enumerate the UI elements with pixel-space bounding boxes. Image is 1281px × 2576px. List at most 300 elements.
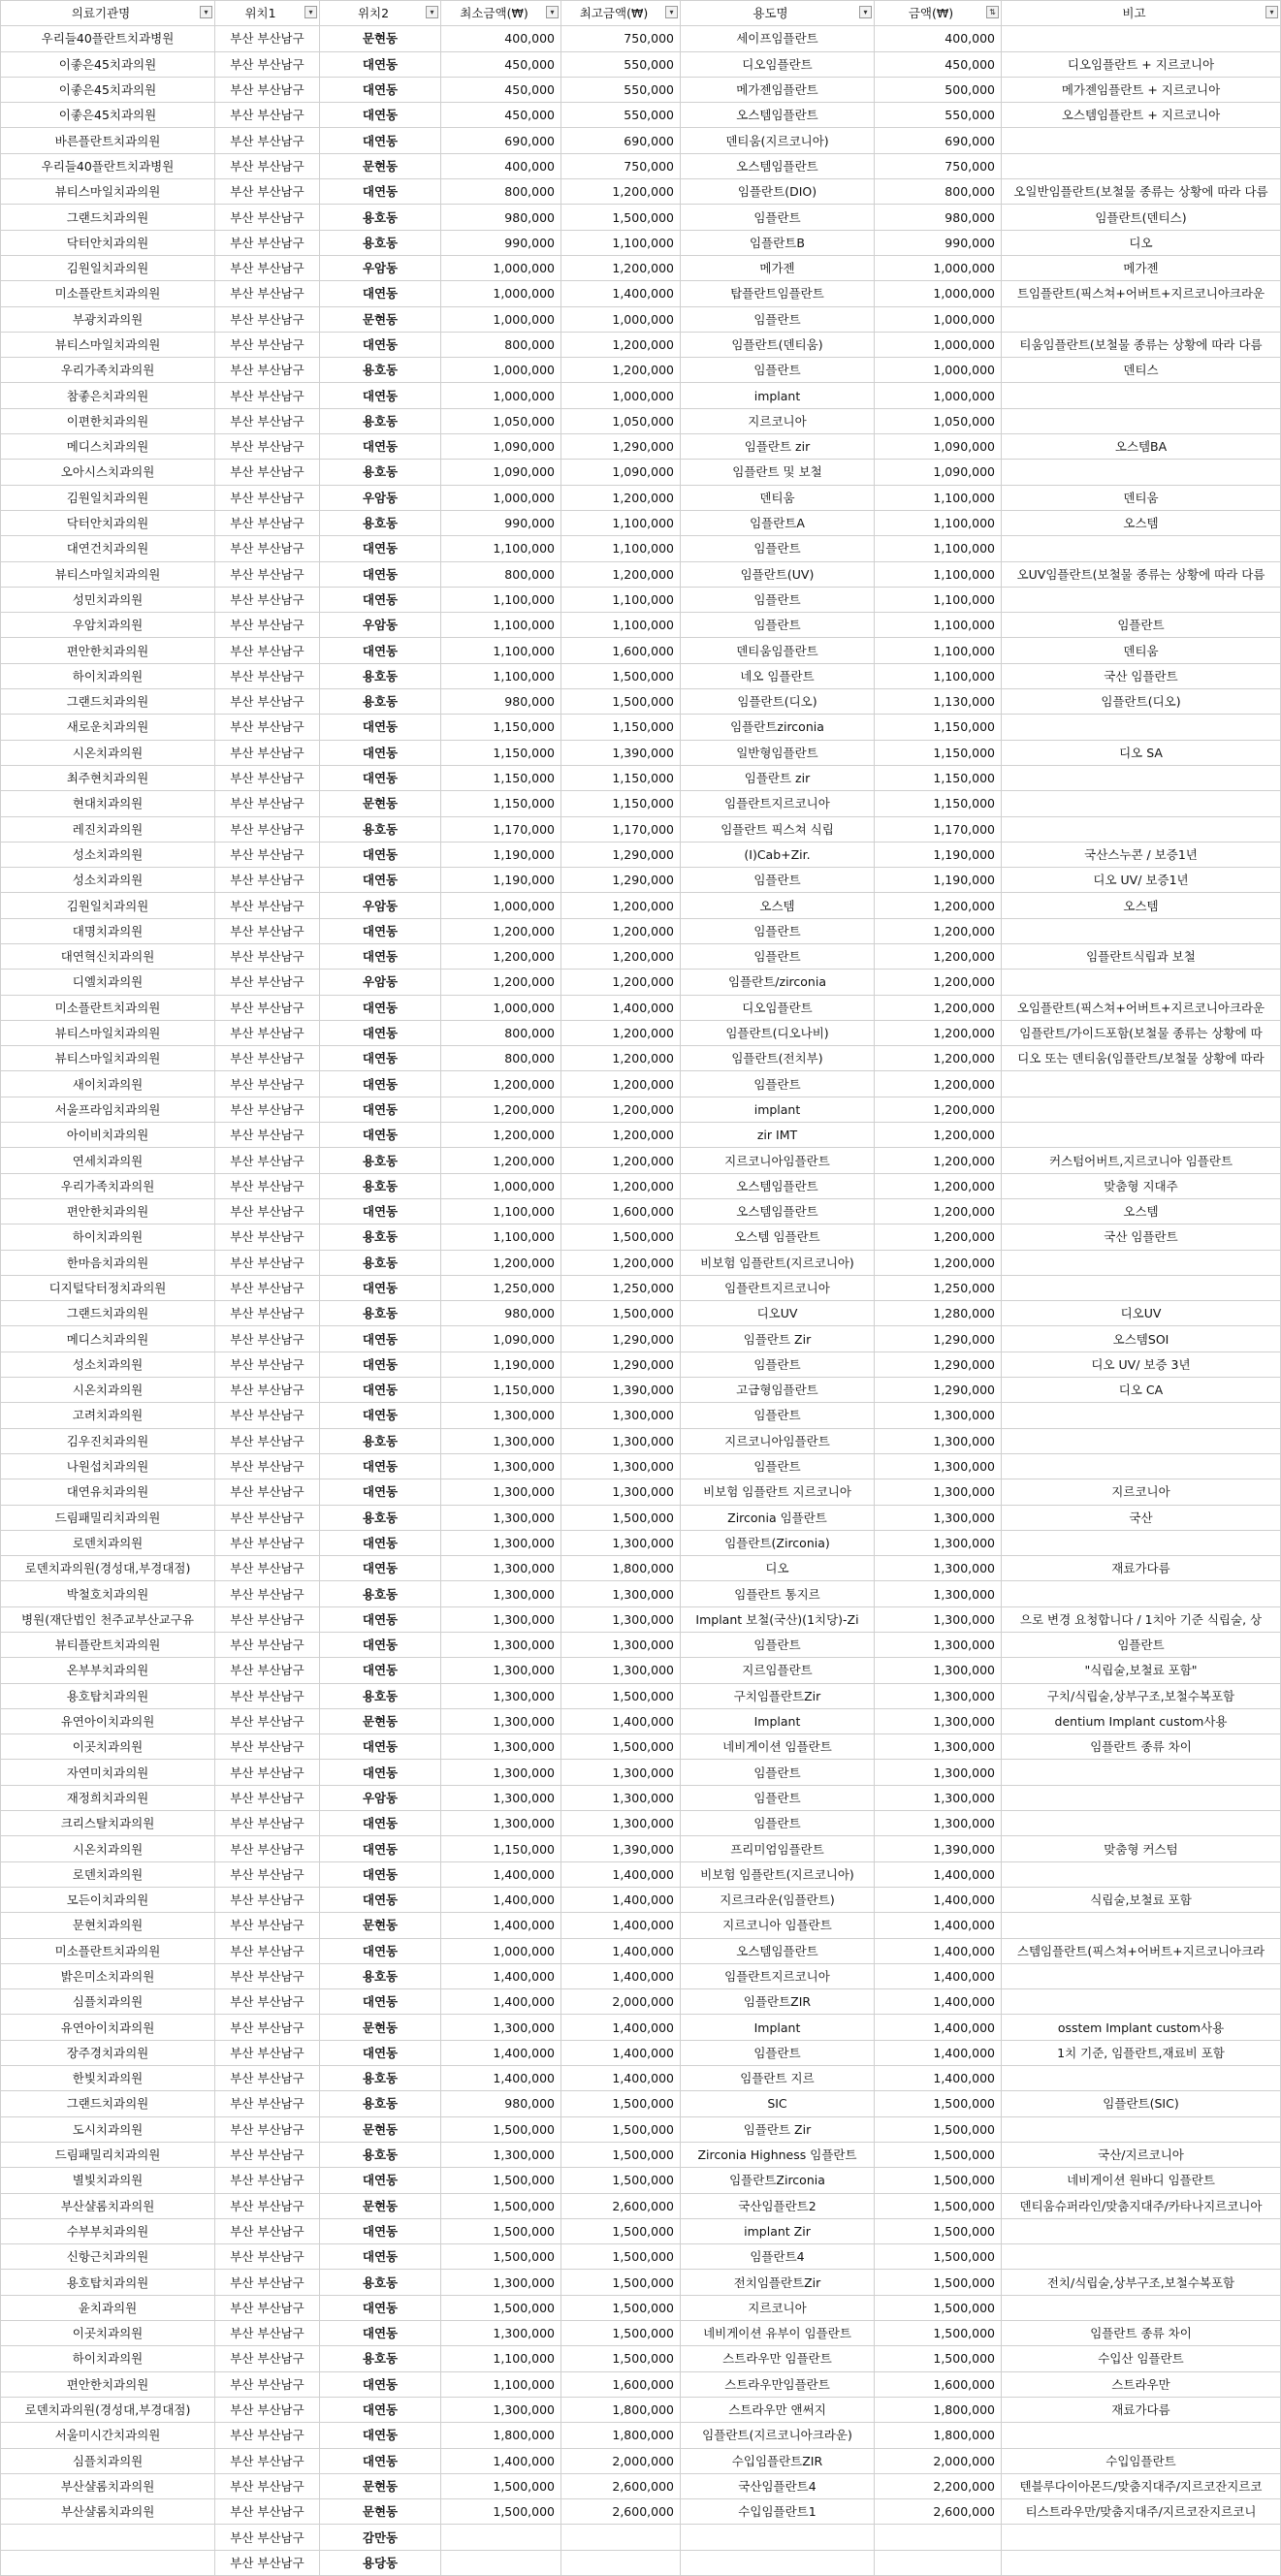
cell-max-price[interactable]: 1,200,000 [561, 943, 681, 969]
cell-max-price[interactable] [561, 2550, 681, 2575]
cell-location1[interactable]: 부산 부산남구 [215, 2499, 320, 2525]
cell-hospital-name[interactable]: 이편한치과의원 [1, 408, 215, 433]
cell-location2[interactable]: 대연동 [320, 2244, 441, 2270]
cell-location2[interactable]: 대연동 [320, 1811, 441, 1836]
cell-hospital-name[interactable]: 연세치과의원 [1, 1148, 215, 1173]
cell-max-price[interactable]: 690,000 [561, 128, 681, 153]
cell-note[interactable]: 오스템BA [1002, 434, 1281, 460]
cell-usage-name[interactable]: 임플란트 [681, 1633, 875, 1658]
cell-note[interactable]: 디오 [1002, 230, 1281, 255]
cell-hospital-name[interactable]: 김원일치과의원 [1, 893, 215, 918]
cell-min-price[interactable]: 1,150,000 [441, 740, 561, 765]
cell-max-price[interactable]: 1,800,000 [561, 1556, 681, 1581]
cell-min-price[interactable]: 1,400,000 [441, 1861, 561, 1887]
cell-min-price[interactable]: 1,250,000 [441, 1275, 561, 1300]
cell-location1[interactable]: 부산 부산남구 [215, 1071, 320, 1097]
cell-min-price[interactable]: 1,200,000 [441, 970, 561, 995]
cell-usage-name[interactable]: 오스템임플란트 [681, 1198, 875, 1224]
cell-location1[interactable]: 부산 부산남구 [215, 2295, 320, 2320]
filter-dropdown-icon[interactable]: ▾ [665, 6, 678, 18]
cell-location2[interactable]: 대연동 [320, 281, 441, 306]
cell-usage-name[interactable]: 임플란트/zirconia [681, 970, 875, 995]
cell-min-price[interactable]: 1,150,000 [441, 791, 561, 816]
cell-min-price[interactable]: 1,300,000 [441, 1453, 561, 1479]
cell-location2[interactable]: 우암동 [320, 970, 441, 995]
cell-usage-name[interactable]: 스트라우만임플란트 [681, 2371, 875, 2397]
cell-note[interactable] [1002, 587, 1281, 612]
cell-location2[interactable]: 용호동 [320, 2066, 441, 2091]
cell-note[interactable] [1002, 1913, 1281, 1938]
cell-min-price[interactable]: 980,000 [441, 2091, 561, 2116]
cell-max-price[interactable]: 1,150,000 [561, 791, 681, 816]
cell-location2[interactable]: 문현동 [320, 2193, 441, 2218]
cell-max-price[interactable]: 1,300,000 [561, 1633, 681, 1658]
cell-min-price[interactable]: 1,300,000 [441, 1734, 561, 1760]
cell-location2[interactable]: 대연동 [320, 1352, 441, 1377]
cell-location2[interactable]: 대연동 [320, 1326, 441, 1352]
cell-hospital-name[interactable]: 드림패밀리치과의원 [1, 2142, 215, 2167]
cell-location1[interactable]: 부산 부산남구 [215, 2066, 320, 2091]
cell-max-price[interactable]: 1,100,000 [561, 587, 681, 612]
cell-usage-name[interactable]: 세이프임플란트 [681, 26, 875, 51]
filter-dropdown-icon[interactable]: ▾ [546, 6, 559, 18]
cell-location2[interactable]: 우암동 [320, 255, 441, 280]
cell-note[interactable] [1002, 1428, 1281, 1453]
cell-max-price[interactable]: 1,500,000 [561, 1505, 681, 1530]
cell-min-price[interactable]: 1,300,000 [441, 1683, 561, 1708]
cell-price[interactable]: 1,500,000 [875, 2321, 1002, 2346]
cell-price[interactable]: 1,300,000 [875, 1581, 1002, 1606]
cell-hospital-name[interactable]: 심플치과의원 [1, 2448, 215, 2473]
cell-location1[interactable]: 부산 부산남구 [215, 715, 320, 740]
cell-price[interactable]: 1,200,000 [875, 1173, 1002, 1198]
cell-price[interactable]: 1,150,000 [875, 740, 1002, 765]
cell-max-price[interactable]: 1,400,000 [561, 2015, 681, 2040]
cell-note[interactable]: 국산/지르코니아 [1002, 2142, 1281, 2167]
cell-location2[interactable]: 용호동 [320, 1250, 441, 1275]
cell-note[interactable] [1002, 2423, 1281, 2448]
cell-location1[interactable]: 부산 부산남구 [215, 77, 320, 102]
cell-max-price[interactable]: 2,600,000 [561, 2193, 681, 2218]
cell-min-price[interactable]: 450,000 [441, 77, 561, 102]
cell-note[interactable] [1002, 1530, 1281, 1555]
cell-location1[interactable]: 부산 부산남구 [215, 2270, 320, 2295]
cell-hospital-name[interactable]: 유연아이치과의원 [1, 1708, 215, 1733]
cell-note[interactable] [1002, 1275, 1281, 1300]
cell-max-price[interactable]: 750,000 [561, 26, 681, 51]
cell-hospital-name[interactable]: 레진치과의원 [1, 816, 215, 842]
cell-location1[interactable]: 부산 부산남구 [215, 1861, 320, 1887]
cell-hospital-name[interactable]: 문현치과의원 [1, 1913, 215, 1938]
cell-price[interactable]: 750,000 [875, 153, 1002, 178]
cell-price[interactable]: 1,400,000 [875, 1938, 1002, 1963]
cell-usage-name[interactable]: 임플란트 [681, 306, 875, 332]
cell-usage-name[interactable]: 임플란트zirconia [681, 715, 875, 740]
cell-min-price[interactable]: 1,300,000 [441, 2142, 561, 2167]
cell-price[interactable]: 1,300,000 [875, 1606, 1002, 1632]
cell-location1[interactable]: 부산 부산남구 [215, 1123, 320, 1148]
cell-max-price[interactable]: 1,600,000 [561, 2371, 681, 2397]
cell-min-price[interactable]: 1,500,000 [441, 2218, 561, 2243]
cell-hospital-name[interactable]: 시온치과의원 [1, 1836, 215, 1861]
cell-max-price[interactable]: 1,200,000 [561, 179, 681, 205]
cell-price[interactable]: 1,200,000 [875, 1123, 1002, 1148]
cell-price[interactable]: 1,300,000 [875, 1428, 1002, 1453]
cell-min-price[interactable]: 1,300,000 [441, 1530, 561, 1555]
cell-usage-name[interactable]: 비보험 임플란트(지르코니아) [681, 1861, 875, 1887]
cell-price[interactable]: 1,150,000 [875, 715, 1002, 740]
cell-location2[interactable]: 대연동 [320, 1938, 441, 1963]
cell-location1[interactable]: 부산 부산남구 [215, 510, 320, 535]
cell-hospital-name[interactable]: 편안한치과의원 [1, 2371, 215, 2397]
cell-location2[interactable]: 대연동 [320, 1633, 441, 1658]
cell-price[interactable]: 1,280,000 [875, 1301, 1002, 1326]
cell-max-price[interactable]: 1,500,000 [561, 689, 681, 715]
cell-usage-name[interactable]: 오스템임플란트 [681, 153, 875, 178]
cell-usage-name[interactable]: 임플란트(전치부) [681, 1046, 875, 1071]
cell-note[interactable]: "식립술,보철료 포함" [1002, 1658, 1281, 1683]
cell-location2[interactable]: 대연동 [320, 842, 441, 867]
cell-location1[interactable]: 부산 부산남구 [215, 1224, 320, 1250]
cell-min-price[interactable]: 1,100,000 [441, 2346, 561, 2371]
cell-max-price[interactable]: 1,400,000 [561, 995, 681, 1020]
cell-min-price[interactable]: 1,300,000 [441, 1811, 561, 1836]
cell-usage-name[interactable]: 오스템임플란트 [681, 1173, 875, 1198]
cell-note[interactable] [1002, 2066, 1281, 2091]
cell-usage-name[interactable]: 임플란트 [681, 1071, 875, 1097]
cell-price[interactable]: 1,150,000 [875, 765, 1002, 790]
cell-note[interactable] [1002, 791, 1281, 816]
cell-hospital-name[interactable]: 밝은미소치과의원 [1, 1963, 215, 1988]
cell-hospital-name[interactable]: 고려치과의원 [1, 1403, 215, 1428]
cell-hospital-name[interactable]: 새이치과의원 [1, 1071, 215, 1097]
cell-min-price[interactable]: 1,050,000 [441, 408, 561, 433]
cell-max-price[interactable]: 1,800,000 [561, 2397, 681, 2422]
cell-location2[interactable]: 용호동 [320, 460, 441, 485]
cell-min-price[interactable]: 1,100,000 [441, 2371, 561, 2397]
cell-min-price[interactable]: 1,000,000 [441, 995, 561, 1020]
cell-location1[interactable]: 부산 부산남구 [215, 1250, 320, 1275]
cell-location2[interactable]: 감만동 [320, 2525, 441, 2550]
cell-note[interactable] [1002, 715, 1281, 740]
cell-note[interactable]: 임플란트식립과 보철 [1002, 943, 1281, 969]
cell-location1[interactable]: 부산 부산남구 [215, 791, 320, 816]
cell-max-price[interactable]: 1,500,000 [561, 205, 681, 230]
cell-max-price[interactable]: 1,200,000 [561, 1148, 681, 1173]
cell-price[interactable]: 1,400,000 [875, 2066, 1002, 2091]
cell-note[interactable]: 텐블루다이아몬드/맞춤지대주/지르코잔지르코 [1002, 2473, 1281, 2498]
cell-usage-name[interactable]: 디오 [681, 1556, 875, 1581]
cell-location1[interactable]: 부산 부산남구 [215, 2525, 320, 2550]
cell-location1[interactable]: 부산 부산남구 [215, 740, 320, 765]
cell-price[interactable]: 1,090,000 [875, 460, 1002, 485]
cell-max-price[interactable]: 550,000 [561, 77, 681, 102]
cell-price[interactable]: 1,400,000 [875, 1913, 1002, 1938]
cell-usage-name[interactable]: 오스템 임플란트 [681, 1224, 875, 1250]
cell-min-price[interactable]: 990,000 [441, 230, 561, 255]
cell-location2[interactable]: 대연동 [320, 2295, 441, 2320]
cell-location2[interactable]: 용호동 [320, 205, 441, 230]
cell-usage-name[interactable]: Zirconia 임플란트 [681, 1505, 875, 1530]
cell-hospital-name[interactable]: 뷰티스마일치과의원 [1, 561, 215, 587]
cell-note[interactable] [1002, 1250, 1281, 1275]
cell-location2[interactable]: 대연동 [320, 943, 441, 969]
cell-note[interactable]: 트임플란트(픽스쳐+어버트+지르코니아크라운 [1002, 281, 1281, 306]
cell-min-price[interactable]: 1,300,000 [441, 1505, 561, 1530]
cell-note[interactable] [1002, 1811, 1281, 1836]
cell-hospital-name[interactable]: 편안한치과의원 [1, 638, 215, 663]
cell-hospital-name[interactable]: 대연유치과의원 [1, 1479, 215, 1505]
cell-max-price[interactable]: 1,200,000 [561, 485, 681, 510]
cell-usage-name[interactable] [681, 2550, 875, 2575]
cell-location2[interactable]: 대연동 [320, 2168, 441, 2193]
cell-max-price[interactable]: 1,000,000 [561, 306, 681, 332]
cell-location1[interactable]: 부산 부산남구 [215, 765, 320, 790]
cell-hospital-name[interactable]: 이좋은45치과의원 [1, 103, 215, 128]
cell-hospital-name[interactable]: 참좋은치과의원 [1, 383, 215, 408]
sort-arrow-icon[interactable]: ⇅ [986, 6, 999, 18]
cell-location2[interactable]: 대연동 [320, 1530, 441, 1555]
cell-min-price[interactable]: 1,200,000 [441, 1071, 561, 1097]
cell-location1[interactable]: 부산 부산남구 [215, 1428, 320, 1453]
cell-max-price[interactable]: 1,600,000 [561, 638, 681, 663]
cell-location1[interactable]: 부산 부산남구 [215, 587, 320, 612]
cell-note[interactable] [1002, 536, 1281, 561]
cell-note[interactable]: 수입임플란트 [1002, 2448, 1281, 2473]
cell-min-price[interactable]: 1,000,000 [441, 358, 561, 383]
cell-usage-name[interactable]: implant Zir [681, 2218, 875, 2243]
cell-max-price[interactable]: 1,100,000 [561, 613, 681, 638]
cell-max-price[interactable]: 1,400,000 [561, 1708, 681, 1733]
cell-min-price[interactable]: 1,000,000 [441, 485, 561, 510]
cell-location1[interactable]: 부산 부산남구 [215, 1708, 320, 1733]
cell-price[interactable]: 1,200,000 [875, 1046, 1002, 1071]
cell-usage-name[interactable]: 디오임플란트 [681, 995, 875, 1020]
cell-usage-name[interactable]: 오스템 [681, 893, 875, 918]
cell-price[interactable]: 1,400,000 [875, 2015, 1002, 2040]
cell-price[interactable]: 1,100,000 [875, 510, 1002, 535]
cell-note[interactable]: 임플란트(디오) [1002, 689, 1281, 715]
cell-min-price[interactable]: 980,000 [441, 205, 561, 230]
cell-location2[interactable]: 용호동 [320, 2270, 441, 2295]
cell-max-price[interactable]: 1,300,000 [561, 1785, 681, 1810]
cell-min-price[interactable]: 1,300,000 [441, 2015, 561, 2040]
cell-location1[interactable]: 부산 부산남구 [215, 1683, 320, 1708]
cell-price[interactable]: 1,300,000 [875, 1811, 1002, 1836]
cell-usage-name[interactable]: 임플란트 지르 [681, 2066, 875, 2091]
cell-usage-name[interactable]: 임플란트(덴티움) [681, 332, 875, 357]
cell-hospital-name[interactable]: 그랜드치과의원 [1, 2091, 215, 2116]
cell-note[interactable] [1002, 1785, 1281, 1810]
cell-location2[interactable]: 대연동 [320, 1071, 441, 1097]
cell-min-price[interactable]: 1,150,000 [441, 1378, 561, 1403]
cell-location1[interactable]: 부산 부산남구 [215, 1811, 320, 1836]
cell-price[interactable]: 2,200,000 [875, 2473, 1002, 2498]
column-header-hospital-name[interactable] [1, 1, 215, 26]
cell-location1[interactable]: 부산 부산남구 [215, 1453, 320, 1479]
cell-location1[interactable]: 부산 부산남구 [215, 2423, 320, 2448]
cell-hospital-name[interactable]: 부산샬롬치과의원 [1, 2193, 215, 2218]
cell-hospital-name[interactable]: 하이치과의원 [1, 1224, 215, 1250]
cell-location2[interactable]: 대연동 [320, 103, 441, 128]
cell-usage-name[interactable]: 스트라우만 앤써지 [681, 2397, 875, 2422]
cell-min-price[interactable]: 1,100,000 [441, 613, 561, 638]
cell-min-price[interactable]: 1,150,000 [441, 715, 561, 740]
cell-min-price[interactable]: 450,000 [441, 51, 561, 77]
cell-note[interactable] [1002, 26, 1281, 51]
cell-location2[interactable]: 대연동 [320, 715, 441, 740]
cell-location2[interactable]: 대연동 [320, 1453, 441, 1479]
cell-price[interactable]: 1,500,000 [875, 2244, 1002, 2270]
cell-hospital-name[interactable]: 닥터안치과의원 [1, 230, 215, 255]
cell-hospital-name[interactable]: 현대치과의원 [1, 791, 215, 816]
cell-hospital-name[interactable]: 장주경치과의원 [1, 2040, 215, 2065]
cell-location2[interactable]: 용호동 [320, 1173, 441, 1198]
cell-location2[interactable]: 문현동 [320, 2116, 441, 2142]
cell-price[interactable]: 1,000,000 [875, 255, 1002, 280]
cell-usage-name[interactable]: 고급형임플란트 [681, 1378, 875, 1403]
cell-min-price[interactable]: 1,500,000 [441, 2473, 561, 2498]
cell-hospital-name[interactable]: 로덴치과의원(경성대,부경대점) [1, 2397, 215, 2422]
cell-price[interactable]: 1,200,000 [875, 918, 1002, 943]
cell-min-price[interactable]: 1,400,000 [441, 1963, 561, 1988]
cell-hospital-name[interactable]: 김원일치과의원 [1, 255, 215, 280]
cell-location2[interactable]: 대연동 [320, 1760, 441, 1785]
cell-min-price[interactable]: 1,000,000 [441, 893, 561, 918]
cell-hospital-name[interactable]: 성민치과의원 [1, 587, 215, 612]
cell-usage-name[interactable]: 지르크라운(임플란트) [681, 1887, 875, 1912]
cell-hospital-name[interactable]: 우리가족치과의원 [1, 1173, 215, 1198]
cell-min-price[interactable]: 1,100,000 [441, 663, 561, 688]
cell-location2[interactable]: 대연동 [320, 1606, 441, 1632]
cell-note[interactable]: 디오 CA [1002, 1378, 1281, 1403]
cell-hospital-name[interactable]: 우리가족치과의원 [1, 358, 215, 383]
cell-hospital-name[interactable]: 수부부치과의원 [1, 2218, 215, 2243]
cell-location1[interactable]: 부산 부산남구 [215, 179, 320, 205]
cell-max-price[interactable]: 1,800,000 [561, 2423, 681, 2448]
cell-max-price[interactable]: 2,000,000 [561, 2448, 681, 2473]
cell-hospital-name[interactable]: 대명치과의원 [1, 918, 215, 943]
cell-max-price[interactable]: 1,500,000 [561, 2142, 681, 2167]
cell-price[interactable]: 1,200,000 [875, 1071, 1002, 1097]
cell-location1[interactable]: 부산 부산남구 [215, 2091, 320, 2116]
cell-usage-name[interactable]: Zirconia Highness 임플란트 [681, 2142, 875, 2167]
cell-note[interactable] [1002, 1861, 1281, 1887]
cell-price[interactable]: 1,100,000 [875, 561, 1002, 587]
cell-usage-name[interactable]: 지르코니아 임플란트 [681, 1913, 875, 1938]
cell-usage-name[interactable]: 임플란트 [681, 1760, 875, 1785]
cell-max-price[interactable]: 1,500,000 [561, 1683, 681, 1708]
cell-note[interactable]: 으로 변경 요청합니다 / 1치아 기준 식립술, 상 [1002, 1606, 1281, 1632]
cell-hospital-name[interactable]: 편안한치과의원 [1, 1198, 215, 1224]
cell-location1[interactable]: 부산 부산남구 [215, 26, 320, 51]
cell-location1[interactable]: 부산 부산남구 [215, 842, 320, 867]
cell-price[interactable]: 980,000 [875, 205, 1002, 230]
cell-min-price[interactable]: 450,000 [441, 103, 561, 128]
cell-hospital-name[interactable]: 자연미치과의원 [1, 1760, 215, 1785]
cell-note[interactable] [1002, 153, 1281, 178]
cell-location2[interactable]: 대연동 [320, 740, 441, 765]
cell-min-price[interactable]: 1,400,000 [441, 1913, 561, 1938]
cell-usage-name[interactable]: 임플란트(UV) [681, 561, 875, 587]
cell-location2[interactable]: 대연동 [320, 1556, 441, 1581]
cell-location1[interactable]: 부산 부산남구 [215, 1301, 320, 1326]
cell-usage-name[interactable]: 임플란트 [681, 1811, 875, 1836]
cell-max-price[interactable]: 550,000 [561, 51, 681, 77]
cell-location1[interactable]: 부산 부산남구 [215, 638, 320, 663]
cell-location2[interactable]: 문현동 [320, 1913, 441, 1938]
cell-usage-name[interactable]: 일반형임플란트 [681, 740, 875, 765]
cell-hospital-name[interactable]: 드림패밀리치과의원 [1, 1505, 215, 1530]
cell-price[interactable] [875, 2550, 1002, 2575]
cell-hospital-name[interactable]: 심플치과의원 [1, 1989, 215, 2015]
cell-min-price[interactable]: 1,300,000 [441, 1606, 561, 1632]
cell-note[interactable] [1002, 306, 1281, 332]
cell-location1[interactable]: 부산 부산남구 [215, 2371, 320, 2397]
cell-note[interactable] [1002, 383, 1281, 408]
cell-price[interactable]: 1,100,000 [875, 613, 1002, 638]
cell-usage-name[interactable]: 탑플란트임플란트 [681, 281, 875, 306]
cell-price[interactable]: 1,300,000 [875, 1479, 1002, 1505]
cell-location2[interactable]: 대연동 [320, 1378, 441, 1403]
cell-usage-name[interactable]: 국산임플란트2 [681, 2193, 875, 2218]
cell-min-price[interactable]: 1,150,000 [441, 765, 561, 790]
cell-min-price[interactable]: 1,000,000 [441, 306, 561, 332]
cell-note[interactable]: 스템임플란트(픽스쳐+어버트+지르코니아크라 [1002, 1938, 1281, 1963]
cell-hospital-name[interactable]: 크리스탈치과의원 [1, 1811, 215, 1836]
cell-usage-name[interactable]: 임플란트(지르코니아크라운) [681, 2423, 875, 2448]
column-header-note[interactable] [1002, 1, 1281, 26]
cell-location1[interactable]: 부산 부산남구 [215, 408, 320, 433]
cell-note[interactable]: 오스템임플란트 + 지르코니아 [1002, 103, 1281, 128]
cell-min-price[interactable]: 1,000,000 [441, 255, 561, 280]
cell-price[interactable]: 1,500,000 [875, 2270, 1002, 2295]
cell-location1[interactable]: 부산 부산남구 [215, 1198, 320, 1224]
cell-note[interactable]: 덴티움 [1002, 485, 1281, 510]
cell-usage-name[interactable]: 임플란트 통지르 [681, 1581, 875, 1606]
cell-location1[interactable]: 부산 부산남구 [215, 1326, 320, 1352]
cell-max-price[interactable]: 1,500,000 [561, 1224, 681, 1250]
cell-usage-name[interactable]: 덴티움임플란트 [681, 638, 875, 663]
cell-max-price[interactable]: 1,300,000 [561, 1530, 681, 1555]
cell-max-price[interactable]: 1,100,000 [561, 536, 681, 561]
cell-location1[interactable]: 부산 부산남구 [215, 1989, 320, 2015]
cell-location1[interactable]: 부산 부산남구 [215, 460, 320, 485]
cell-note[interactable] [1002, 1403, 1281, 1428]
cell-min-price[interactable]: 1,000,000 [441, 383, 561, 408]
cell-hospital-name[interactable]: 서울미시간치과의원 [1, 2423, 215, 2448]
cell-usage-name[interactable]: 메가젠임플란트 [681, 77, 875, 102]
cell-usage-name[interactable] [681, 2525, 875, 2550]
cell-note[interactable]: 오일반임플란트(보철물 종류는 상황에 따라 다름 [1002, 179, 1281, 205]
cell-hospital-name[interactable]: 이곳치과의원 [1, 2321, 215, 2346]
cell-price[interactable]: 1,500,000 [875, 2091, 1002, 2116]
cell-hospital-name[interactable]: 미소플란트치과의원 [1, 1938, 215, 1963]
cell-price[interactable]: 1,500,000 [875, 2168, 1002, 2193]
cell-usage-name[interactable]: 지르코니아임플란트 [681, 1148, 875, 1173]
cell-location2[interactable]: 용호동 [320, 1148, 441, 1173]
cell-usage-name[interactable]: 임플란트B [681, 230, 875, 255]
cell-location2[interactable]: 대연동 [320, 1658, 441, 1683]
filter-dropdown-icon[interactable]: ▾ [200, 6, 212, 18]
cell-location2[interactable]: 대연동 [320, 128, 441, 153]
cell-location1[interactable]: 부산 부산남구 [215, 205, 320, 230]
filter-dropdown-icon[interactable]: ▾ [304, 6, 317, 18]
cell-location1[interactable]: 부산 부산남구 [215, 1606, 320, 1632]
cell-usage-name[interactable]: 비보험 임플란트 지르코니아 [681, 1479, 875, 1505]
cell-location2[interactable]: 우암동 [320, 1785, 441, 1810]
cell-note[interactable] [1002, 765, 1281, 790]
